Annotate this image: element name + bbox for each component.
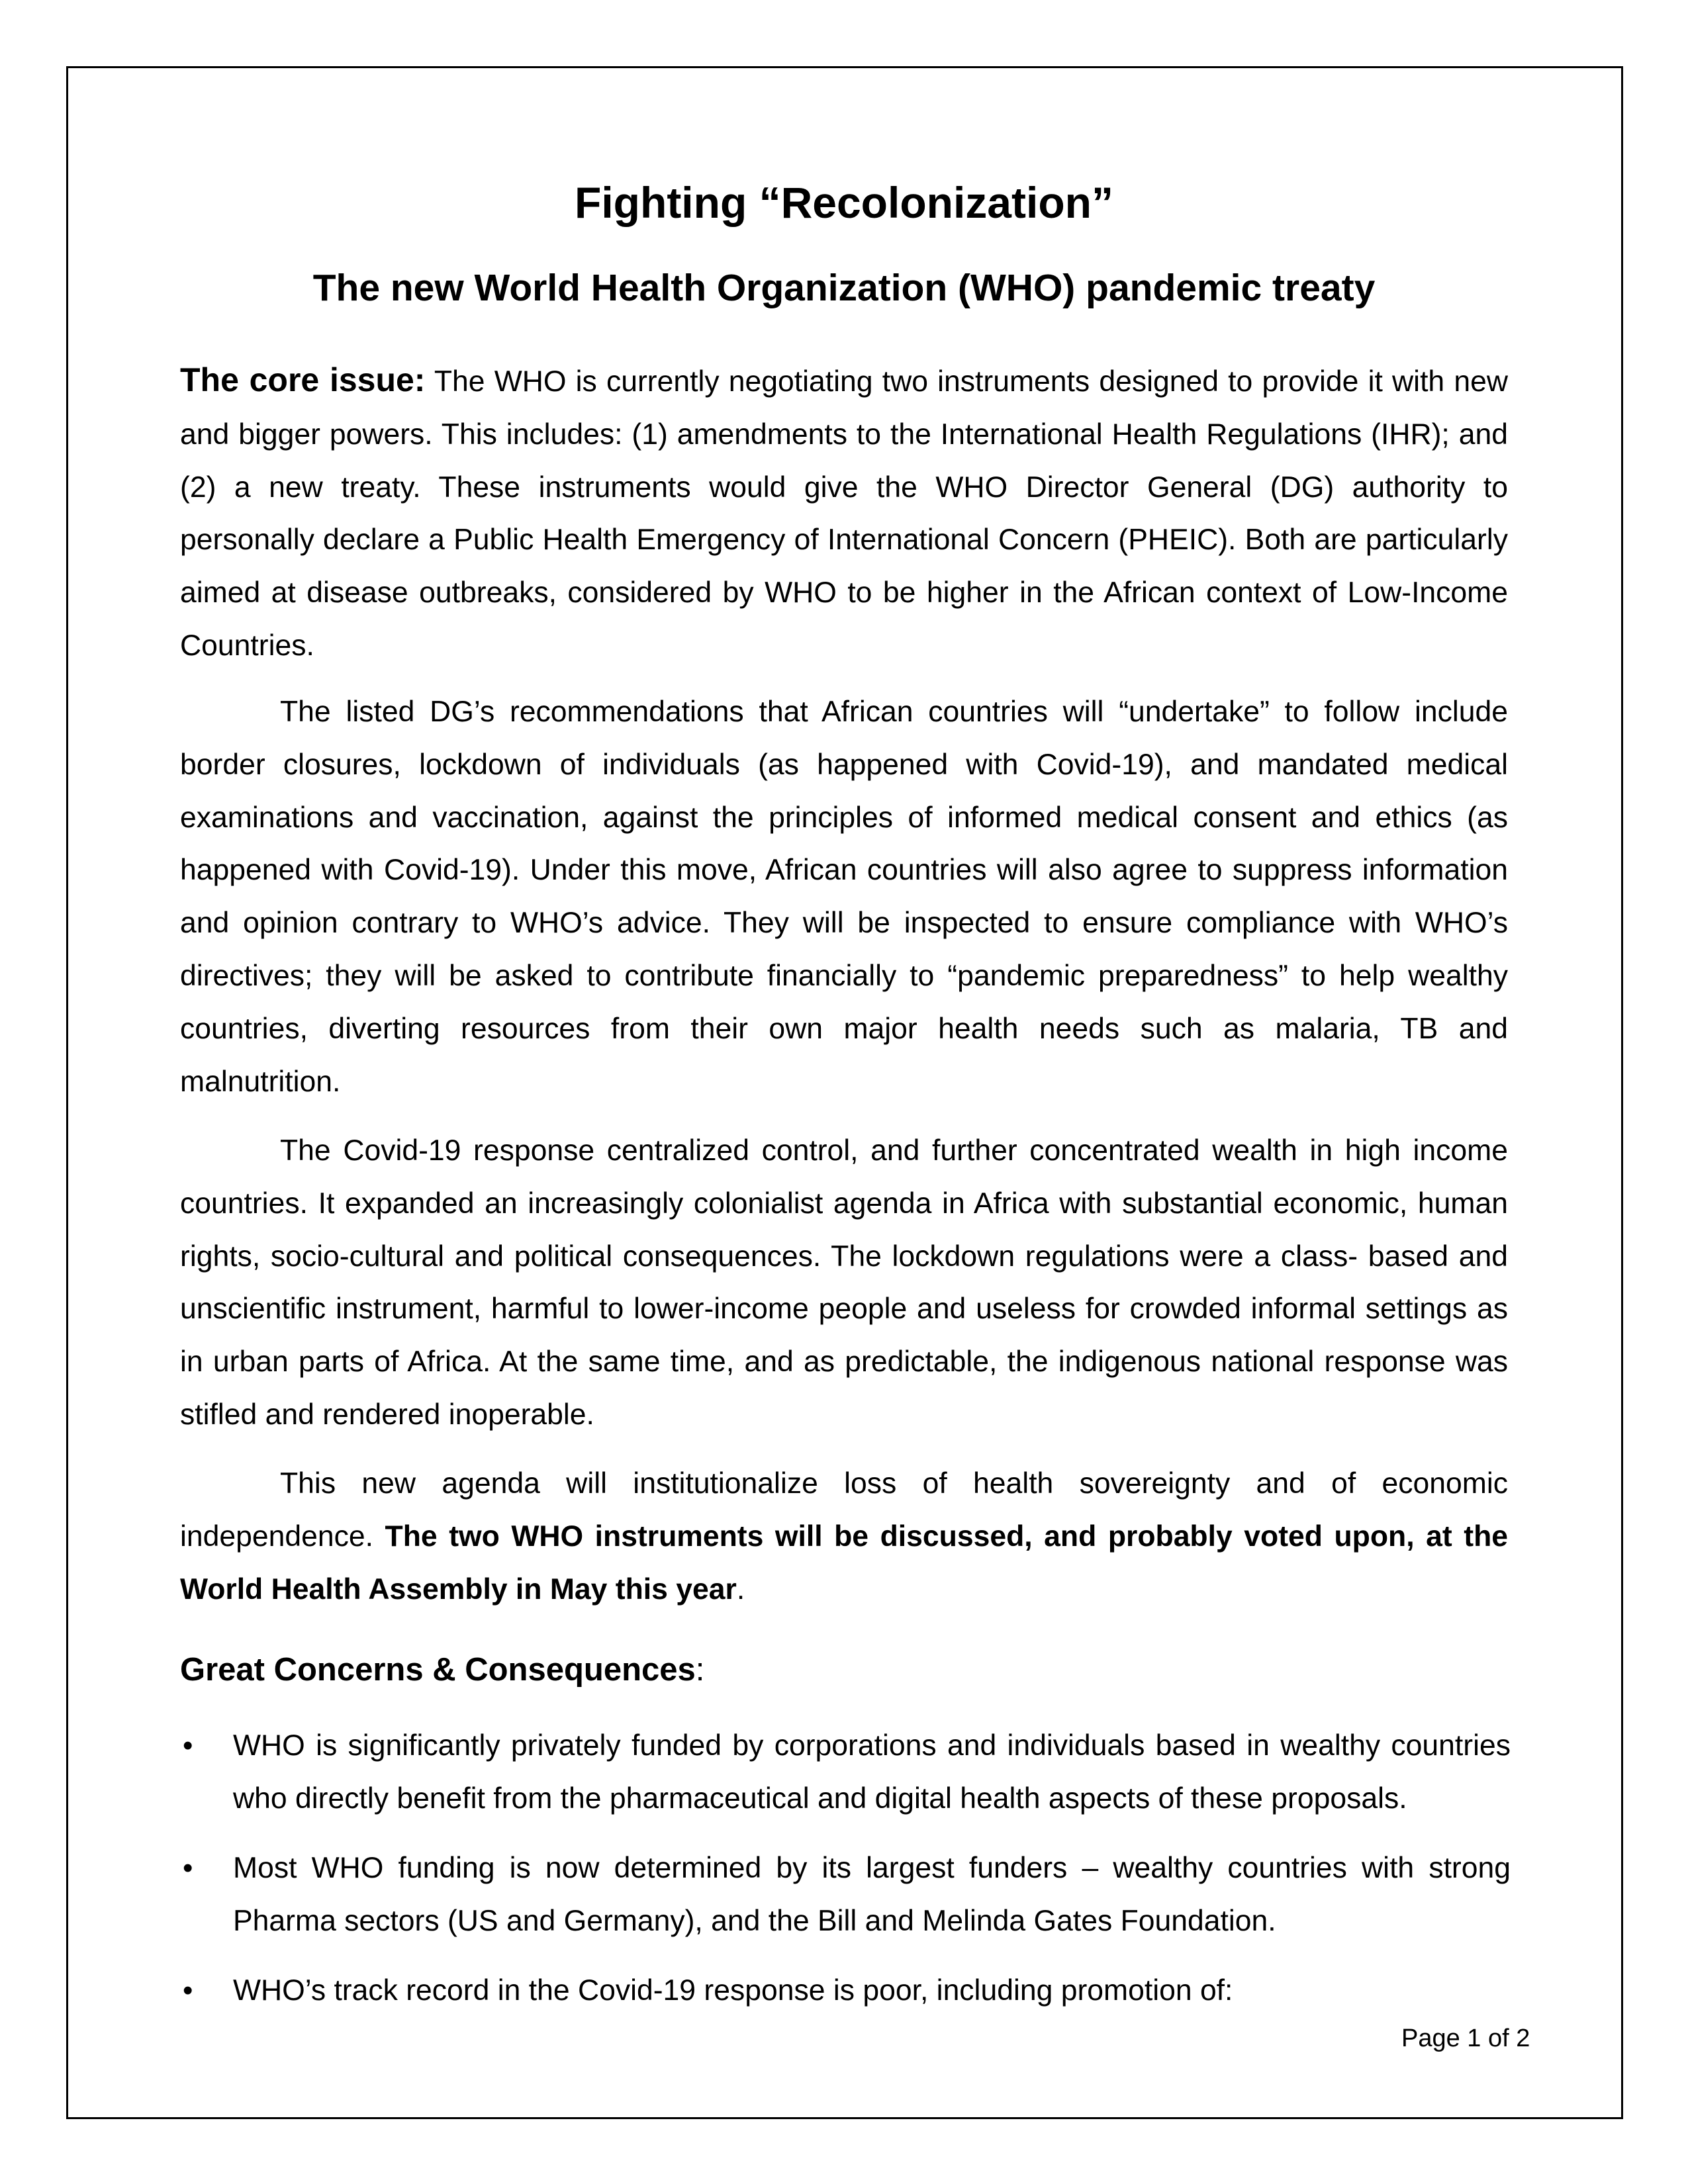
document-title: Fighting “Recolonization” — [575, 178, 1113, 227]
paragraph-text: This new agenda will institutionalize loss of health sovereignty and of economic independence. — [180, 1467, 1508, 1553]
paragraph-text: The listed DG’s recommendations that African countries will “undertake” to follow include border closures, lockdown of individuals (as happened with Covid-19), and mandated medical examinations and vaccination, against the principles of informed medical consent and ethics (as happened with Covid-19). Under this move, African countries will also agree to suppress information and opinion contrary to WHO’s advice. They will be inspected to ensure compliance with WHO’s directives; they will be asked to contribute financially to “pandemic preparedness” to help wealthy countries, diverting resources from their own major health needs such as malaria, TB and malnutrition. — [180, 696, 1508, 1098]
paragraph-dg-recommendations — [180, 686, 1508, 1108]
bullet-dot-icon: • — [183, 1974, 193, 2007]
core-issue-label: The core issue: — [180, 361, 426, 398]
paragraph-trailing: . — [736, 1572, 745, 1606]
list-item-text: Most WHO funding is now determined by its largest funders – wealthy countries with strong Pharma sectors (US and Germany), and the Bill and Melinda Gates Foundation. — [233, 1852, 1511, 1937]
list-item-text: WHO’s track record in the Covid-19 response is poor, including promotion of: — [233, 1974, 1233, 2007]
document-subtitle: The new World Health Organization (WHO) pandemic treaty — [312, 267, 1376, 309]
paragraph-text: The Covid-19 response centralized control, and further concentrated wealth in high income countries. It expanded an increasingly colonialist agenda in Africa with substantial economic, human rights, socio-cultural and political consequences. The lockdown regulations were a class- based and unscientific instrument, harmful to lower-income people and useless for crowded informal settings as in urban parts of Africa. At the same time, and as predictable, the indigenous national response was stifled and rendered inoperable. — [180, 1134, 1508, 1431]
core-issue-text: The WHO is currently negotiating two instruments designed to provide it with new and bigger powers. This includes: (1) amendments to the International Health Regulations (IHR); and (2) a new treaty. These instruments would give the WHO Director General (DG) authority to personally declare a Public Health Emergency of International Concern (PHEIC). Both are particularly aimed at disease outbreaks, considered by WHO to be higher in the African context of Low-Income Countries. — [180, 365, 1508, 662]
paragraph-new-agenda — [180, 1457, 1508, 1615]
paragraph-covid-response — [180, 1124, 1508, 1441]
bullet-dot-icon: • — [183, 1729, 193, 1762]
list-item — [180, 1719, 1511, 1825]
section-heading — [180, 1643, 704, 1696]
list-item — [180, 1842, 1511, 1947]
list-item-text: WHO is significantly privately funded by corporations and individuals based in wealthy countries who directly benefit from the pharmaceutical and digital health aspects of these proposals. — [233, 1729, 1511, 1815]
paragraph-bold-text: The two WHO instruments will be discussed, and probably voted upon, at the World Health Assembly in May this year — [180, 1520, 1508, 1606]
list-item — [180, 1964, 1511, 2017]
concerns-list — [180, 1719, 1511, 2034]
section-heading-text: Great Concerns & Consequences — [180, 1652, 696, 1688]
paragraph-core-issue — [180, 354, 1508, 672]
section-heading-suffix: : — [695, 1652, 705, 1688]
bullet-dot-icon: • — [183, 1852, 193, 1884]
page-number: Page 1 of 2 — [1401, 2025, 1530, 2052]
